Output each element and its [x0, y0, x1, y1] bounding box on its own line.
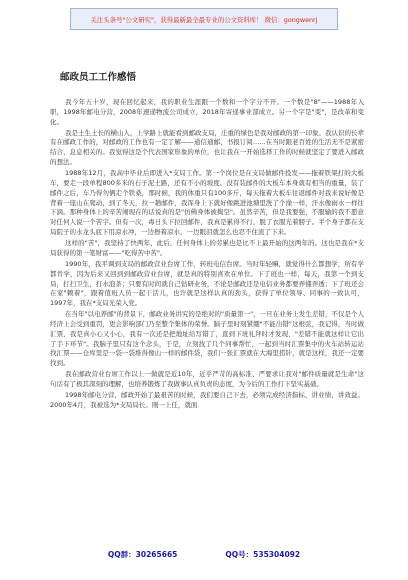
document-title: 邮政员工工作感悟 [60, 72, 137, 83]
footer-qq-number: QQ号：535304092 [225, 550, 301, 559]
footer-contacts [0, 549, 408, 563]
paragraph: 我今年五十岁，现在回忆起来，我的职业生涯跟一个数和一个字分不开。一个数是"8"——1988年入职，1998年邮电分营，2008年速递物流公司成立，2018年寄递事业部成立。另一个字是"变"，是改革和变化。 [50, 98, 364, 126]
paragraph: 在当年"以电养邮"的背景下，邮政业务讲究的是绝对的"质量第一"，一旦在业务上发生差错，不仅是个人经济上会受到重罚，更会影响部门乃至整个集体的荣誉。脑子里时刻紧绷"不能出错"这根弦，我记得，当时做汇票，我是真小心又小心，我有一次还是把地址给写错了，直到下班礼拜时才发现，"差错不能就这样让它出了手下环节"。我脑子里只有这个念头，于是，立刻找了几个同事帮忙，一起到当时汇票集中的火车站转运站找汇票——仓库里是一袋一袋堆得像山一样的邮件袋，我们一张汇票就在大海里捞针，就是这样，我还一定要找到。 [50, 310, 364, 368]
banner-text: 关注头条号"公文研究"，获得最新最全最专业的公文资料库！ 微信：gongwenrj [90, 15, 318, 24]
paragraph: 我是土生土长的横山人，上学路上就能看到邮政支局，庄重的绿色是我对邮政的第一印象。我认识的长辈有在邮政工作的，对邮政的工作也有一定了解——通信通邮、书报订阅……在当时跟老百姓的生活无不是紧密结合，息息相关的。我觉得这是个代表国家形象的单位，也让我在一开始选择工作的时候就坚定了要进入邮政的想法。 [50, 128, 364, 167]
paragraph: 1988年12月，我高中毕业后即进入*支局工作。第一个岗位是在支局做邮件投发——拖着铁架打的大板车，要走一段单程800多米的石子泥土路，还有不小的坡度。没有装邮件的大板车本身就有相当的重量，装了邮件之后，车乃得勿俩走个铁桑，那时候，我的体重只有100多斤，每天拖着大板车往返邮件对我来说好像是背着一座山在爬动，到了冬天，拉一趟邮件，我浑身上下就好像跳进池塘里洗了个澡一样，汗水像雨水一样往下滴。那种身体上的辛苦闹现在的话说真的是"仿佛身体被掏空"。虽然辛苦，但是我要强，不服输的我不愿意对任何人说一个苦字。但有一次，毒日头下拉回邮件，我真是累得不行，脱了衣服光着膀子。半个身子都在支局院子的水龙头底下用凉水冲，一边擦着凉水，一边眼泪就怎么也忍不住流了下来。 [50, 169, 364, 236]
footer-qq-group: QQ群：30265665 [107, 550, 178, 559]
paragraph: 1990年，我平调到支局的邮政营业台席工作，转班电信台席。当时年轻嘛，就觉得什么都想学，所有学都肯学，因为后来又回到到邮政营业台席，就是真的特别喜欢在单位。下了班也一样，每天，我第一个到支局，打扫卫生、打水泡茶；只要有时间就自己钻研业务，不论是邮政还是电信业务都要弄懂弄透；下了班还会在家"赖着"，跟着值班人员一起干活儿，也许就是这样认真的劲头，获得了单位领导、同事的一致认可，1997年，我在*支局光荣入党。 [50, 259, 364, 308]
document-body [50, 98, 364, 530]
paragraph: 1998年邮电分营，邮政开始了最艰苦的时候，我们要自己下去，必须完成经济指标，讲业绩，讲效益。2000年4月，我被选为*支局局长。刚一上任，就面 [50, 391, 364, 409]
paragraph: 这样的"苦"，我坚持了快两年，此后，任何身体上的劳累也是比不上最开始的这两年的。这也是我在*支局获得的第一笔财富——"吃得苦中苦"。 [50, 239, 364, 257]
paragraph: 我在邮政营业台席工作以上一做就是近10年，近乎严苛的高标准、严要求让我对"邮件质量就是生命"这句话有了极其深刻的理解，也培养锻炼了我做事认真负责的态度，为今后的工作打下坚实基础。 [50, 370, 364, 389]
header-banner [70, 8, 338, 30]
